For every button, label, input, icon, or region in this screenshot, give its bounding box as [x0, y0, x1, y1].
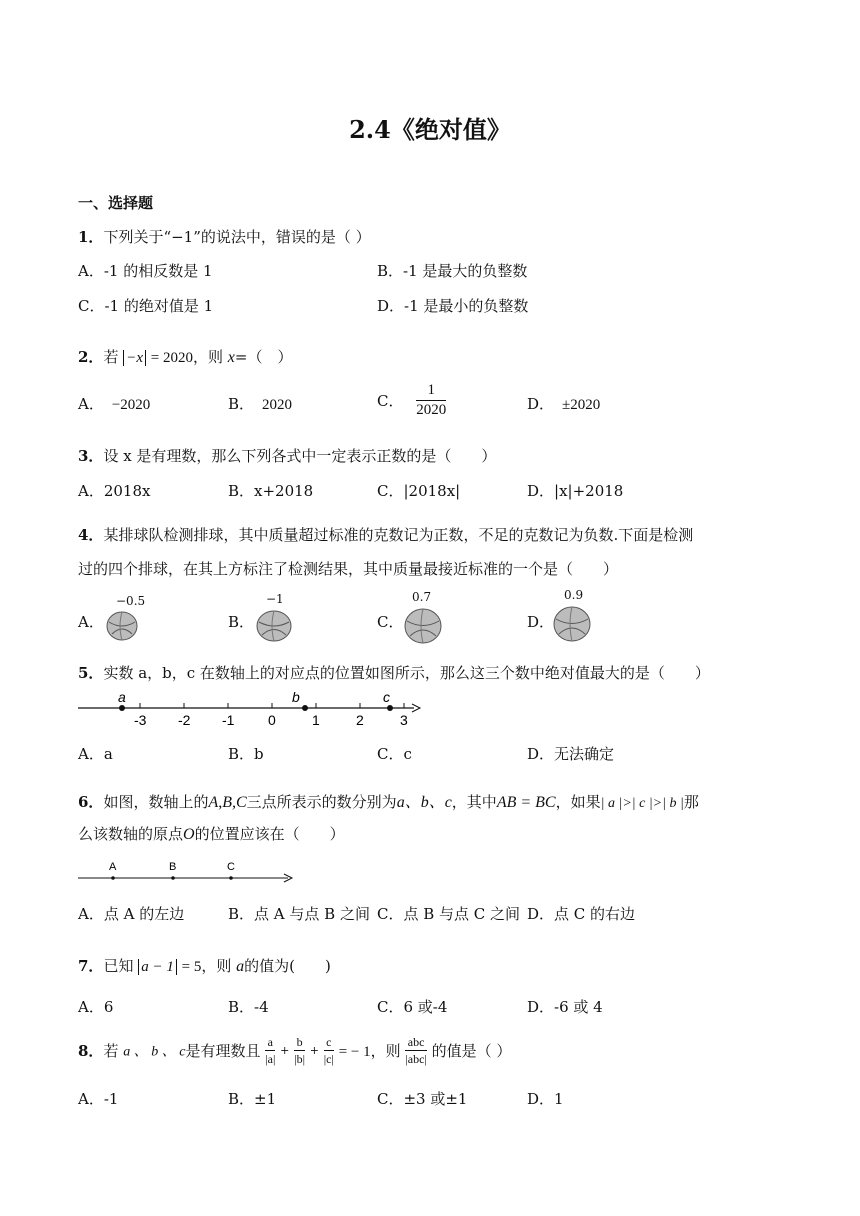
numerator: c [324, 1036, 334, 1051]
variables: a 、 b 、 c [123, 1044, 186, 1060]
q2-option-b [228, 393, 292, 414]
point-C-label: C [227, 861, 235, 873]
point-A-label: A [109, 861, 117, 873]
volleyball-icon [254, 609, 294, 643]
question-text: 的值为( ) [244, 957, 331, 975]
page-title: 2.4《绝对值》 [349, 115, 511, 144]
absolute-value-expr: −x [123, 350, 146, 366]
number-line-q6 [76, 854, 306, 888]
denominator: |b| [294, 1052, 305, 1066]
point-A [111, 876, 115, 880]
q5-option-c: C．c [377, 745, 412, 763]
option-label: D． [527, 395, 555, 413]
q7-option-b: B．-4 [228, 998, 269, 1016]
q7-option-d: D．-6 或 4 [527, 998, 603, 1016]
equation: AB = BC [496, 794, 556, 811]
question-text: =（ ） [234, 348, 293, 366]
q4-option-d-label: D． [527, 613, 555, 631]
question-text: 实数 a，b，c 在数轴上的对应点的位置如图所示，那么这三个数中绝对值最大的是（ ） [103, 664, 710, 682]
q8-option-d: D．1 [527, 1090, 564, 1108]
question-number: 6． [78, 793, 104, 811]
question-number: 7． [78, 957, 104, 975]
ball-b-value: −1 [266, 592, 284, 606]
option-label: B． [228, 395, 255, 413]
question-text: 若 [103, 1042, 119, 1060]
fraction [416, 383, 446, 418]
question-text: = 2020，则 [150, 350, 224, 366]
q2-option-c [377, 383, 446, 418]
q5-option-d: D．无法确定 [527, 745, 615, 763]
plus-sign: + [309, 1044, 319, 1057]
point-c-label: c [383, 689, 390, 705]
denominator: |a| [265, 1052, 276, 1066]
denominator: |abc| [405, 1052, 427, 1066]
point-a-label: a [118, 689, 126, 705]
point-B [171, 876, 175, 880]
q5-option-b: B．b [228, 745, 264, 763]
question-number: 3． [78, 447, 104, 465]
question-3-stem [78, 445, 496, 466]
q1-option-d: D．-1 是最小的负整数 [377, 297, 529, 315]
volleyball-icon [402, 607, 444, 645]
question-text: 已知 [103, 957, 134, 975]
question-text: 么该数轴的原点 [78, 825, 184, 843]
q4-option-c-label: C． [377, 613, 404, 631]
question-7-stem [78, 955, 331, 976]
q2-option-a [78, 393, 150, 414]
numerator: a [265, 1036, 275, 1051]
q3-option-d: D．|x|+2018 [527, 482, 624, 500]
q6-option-b: B．点 A 与点 B 之间 [228, 905, 370, 923]
question-text: 的位置应该在（ ） [194, 825, 345, 843]
question-text: 是有理数且 [185, 1042, 261, 1060]
question-6-line-1 [78, 789, 699, 812]
fraction [265, 1036, 275, 1065]
question-text: 那 [683, 793, 699, 811]
q4-option-b-label: B． [228, 613, 255, 631]
tick-label: -3 [134, 712, 147, 728]
question-6-line-2 [78, 823, 345, 844]
section-heading: 一、选择题 [78, 194, 154, 212]
option-label: C． [377, 392, 404, 410]
question-text: 三点所表示的数分别为 [246, 793, 397, 811]
question-text: 如图，数轴上的 [103, 793, 209, 811]
numerator: abc [405, 1036, 426, 1051]
ball-c-value: 0.7 [412, 590, 432, 604]
fraction [405, 1036, 426, 1065]
q8-option-b: B．±1 [228, 1090, 277, 1108]
tick-label: -1 [222, 712, 235, 728]
variable: a [236, 958, 245, 975]
question-number: 5． [78, 664, 104, 682]
question-text: 下列关于“−1”的说法中，错误的是（ ） [103, 228, 371, 246]
tick-label: 0 [268, 712, 276, 728]
point-C [229, 876, 233, 880]
point-a [119, 705, 125, 711]
q2-option-d [527, 393, 600, 414]
fraction [324, 1036, 334, 1065]
denominator: 2020 [416, 402, 447, 418]
option-value: ±2020 [562, 397, 601, 413]
q3-option-a: A．2018x [78, 482, 151, 500]
q6-option-d: D．点 C 的右边 [527, 905, 636, 923]
tick-label: 2 [356, 712, 364, 728]
q8-option-a: A．-1 [78, 1090, 119, 1108]
fraction [294, 1036, 305, 1065]
question-text: 设 x 是有理数，那么下列各式中一定表示正数的是（ ） [103, 447, 497, 465]
point-c [387, 705, 393, 711]
volleyball-icon [104, 610, 140, 642]
number-line-q5 [76, 688, 426, 728]
q1-option-c: C．-1 的绝对值是 1 [78, 297, 214, 315]
q5-option-a: A．a [78, 745, 113, 763]
question-4-line-2: 过的四个排球，在其上方标注了检测结果，其中质量最接近标准的一个是（ ） [78, 560, 619, 578]
option-value: 2020 [262, 397, 293, 413]
plus-sign: + [280, 1044, 290, 1057]
variable: x [227, 349, 235, 366]
tick-label: -2 [178, 712, 191, 728]
q6-option-c: C．点 B 与点 C 之间 [377, 905, 521, 923]
point-b-label: b [292, 689, 300, 705]
question-4-line-1 [78, 524, 693, 545]
points-label: A,B,C [208, 794, 247, 811]
question-2-stem [78, 346, 292, 367]
ball-a-value: −0.5 [116, 594, 146, 608]
q7-option-a: A．6 [78, 998, 114, 1016]
question-text: ，其中 [451, 793, 497, 811]
q3-option-b: B．x+2018 [228, 482, 314, 500]
question-8-stem [78, 1036, 511, 1065]
point-B-label: B [169, 861, 177, 873]
question-text: ，如果 [555, 793, 601, 811]
numerator: 1 [416, 383, 446, 401]
origin-label: O [183, 826, 195, 843]
q4-option-a-label: A． [78, 613, 104, 631]
question-number: 2． [78, 348, 104, 366]
q8-option-c: C．±3 或±1 [377, 1090, 468, 1108]
question-text: 若 [103, 348, 119, 366]
question-text: = − 1，则 [338, 1044, 401, 1060]
question-number: 4． [78, 526, 104, 544]
option-label: A． [78, 395, 104, 413]
question-text: = 5，则 [181, 959, 232, 975]
q1-option-a: A．-1 的相反数是 1 [78, 262, 213, 280]
numerator: b [294, 1036, 305, 1051]
question-number: 1． [78, 228, 104, 246]
q6-option-a: A．点 A 的左边 [78, 905, 185, 923]
q3-option-c: C．|2018x| [377, 482, 461, 500]
question-text: 某排球队检测排球，其中质量超过标准的克数记为正数，不足的克数记为负数.下面是检测 [103, 526, 694, 544]
denominator: |c| [323, 1052, 334, 1066]
tick-label: 1 [312, 712, 320, 728]
question-number: 8． [78, 1042, 104, 1060]
ball-d-value: 0.9 [564, 588, 584, 602]
values-label: a、b、c [396, 794, 452, 811]
absolute-value-expr: a − 1 [138, 959, 177, 975]
q1-option-b: B．-1 是最大的负整数 [377, 262, 528, 280]
volleyball-icon [551, 605, 593, 643]
tick-label: 3 [400, 712, 408, 728]
question-1-stem [78, 226, 371, 247]
condition: | a |>| c |>| b | [600, 796, 684, 811]
option-value: −2020 [111, 397, 151, 413]
question-text: 的值是（ ） [431, 1042, 512, 1060]
question-5-stem [78, 662, 710, 683]
q7-option-c: C．6 或-4 [377, 998, 448, 1016]
point-b [302, 705, 308, 711]
